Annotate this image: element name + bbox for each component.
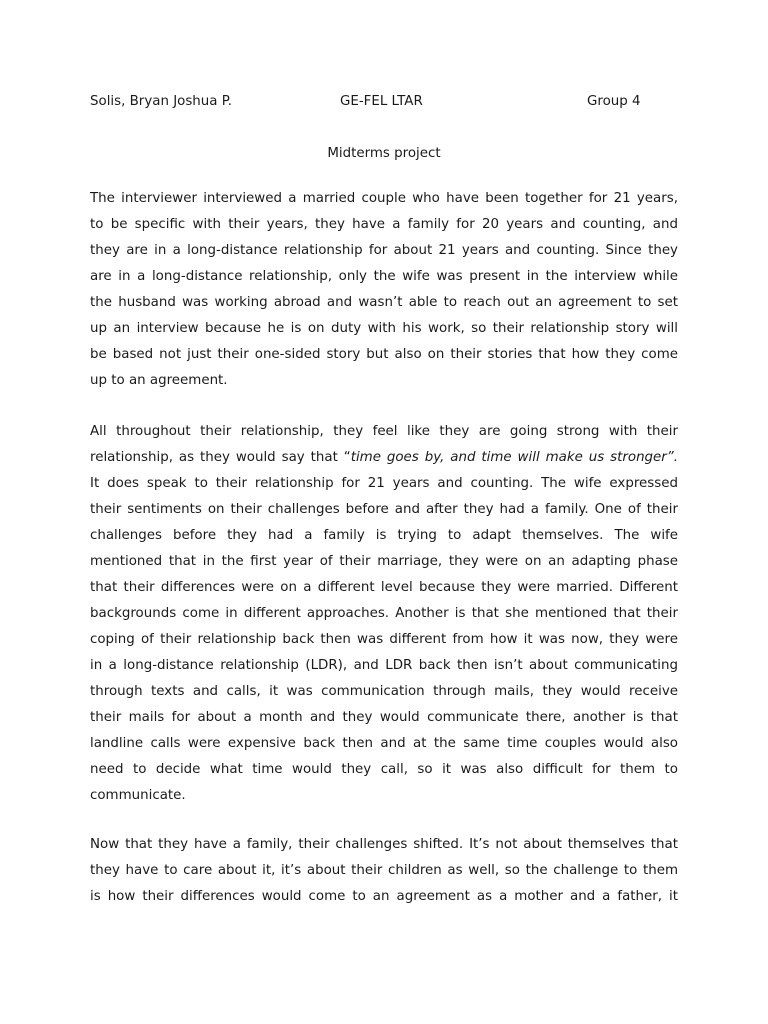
text-line: need to decide what time would they call, so it was also difficult for them to xyxy=(90,762,678,777)
text-line: Now that they have a family, their challenges shifted. It’s not about themselves that xyxy=(90,837,678,852)
author-name: Solis, Bryan Joshua P. xyxy=(90,94,232,109)
text-line: is how their differences would come to an agreement as a mother and a father, it xyxy=(90,889,678,904)
paragraph-2 xyxy=(90,419,678,809)
text-line: backgrounds come in different approaches. Another is that she mentioned that their xyxy=(90,606,678,621)
text-line: their sentiments on their challenges before and after they had a family. One of their xyxy=(90,502,678,517)
text-segment: relationship, as they would say that “ xyxy=(90,450,351,465)
text-line: communicate. xyxy=(90,788,186,803)
text-line: be based not just their one-sided story but also on their stories that how they come xyxy=(90,347,678,362)
text-line: their mails for about a month and they would communicate there, another is that xyxy=(90,710,678,725)
text-line: to be specific with their years, they have a family for 20 years and counting, and xyxy=(90,217,678,232)
text-line: that their differences were on a different level because they were married. Different xyxy=(90,580,678,595)
course-code: GE-FEL LTAR xyxy=(340,94,423,109)
text-line: All throughout their relationship, they feel like they are going strong with their xyxy=(90,424,678,439)
text-line-with-quote xyxy=(90,445,678,471)
quote-text: time goes by, and time will make us stronger”. xyxy=(350,450,678,465)
text-line: landline calls were expensive back then and at the same time couples would also xyxy=(90,736,678,751)
text-line: are in a long-distance relationship, only the wife was present in the interview while xyxy=(90,269,678,284)
text-line: they are in a long-distance relationship for about 21 years and counting. Since they xyxy=(90,243,678,258)
text-line: they have to care about it, it’s about their children as well, so the challenge to them xyxy=(90,863,678,878)
text-line: in a long-distance relationship (LDR), and LDR back then isn’t about communicating xyxy=(90,658,678,673)
paragraph-3 xyxy=(90,832,678,910)
text-line: The interviewer interviewed a married couple who have been together for 21 years, xyxy=(90,191,678,206)
paragraph-1 xyxy=(90,186,678,394)
text-line: the husband was working abroad and wasn’t able to reach out an agreement to set xyxy=(90,295,678,310)
text-line: through texts and calls, it was communication through mails, they would receive xyxy=(90,684,678,699)
text-line: up an interview because he is on duty with his work, so their relationship story will xyxy=(90,321,678,336)
document-header xyxy=(90,92,680,112)
text-line: coping of their relationship back then was different from how it was now, they were xyxy=(90,632,678,647)
text-line: mentioned that in the first year of their marriage, they were on an adapting phase xyxy=(90,554,678,569)
document-title: Midterms project xyxy=(327,146,441,161)
text-line: up to an agreement. xyxy=(90,373,228,388)
text-line: It does speak to their relationship for 21 years and counting. The wife expressed xyxy=(90,476,678,491)
text-line: challenges before they had a family is trying to adapt themselves. The wife xyxy=(90,528,678,543)
group-label: Group 4 xyxy=(587,94,641,109)
